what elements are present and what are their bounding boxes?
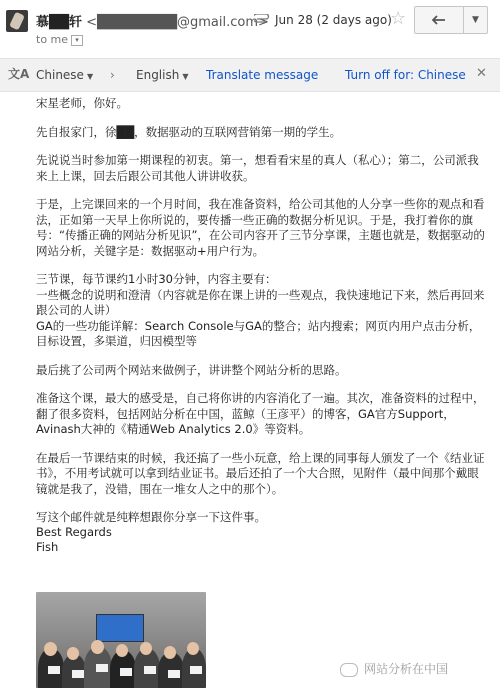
to-me-label: to me bbox=[36, 33, 69, 46]
sender-name: 慕██轩 bbox=[36, 15, 82, 30]
email-body bbox=[36, 96, 488, 539]
watermark bbox=[340, 660, 448, 677]
face bbox=[91, 640, 104, 654]
face bbox=[116, 644, 128, 657]
body-paragraph: 最后挑了公司两个网站来做例子，讲讲整个网站分析的思路。 bbox=[36, 362, 347, 377]
face bbox=[44, 642, 57, 656]
projector-screen bbox=[96, 614, 144, 642]
body-paragraph: 先自报家门，徐██，数据驱动的互联网营销第一期的学生。 bbox=[36, 124, 342, 139]
source-language-select[interactable] bbox=[36, 68, 93, 82]
translate-icon: 文A bbox=[8, 67, 30, 81]
sender-email: <████████@gmail.com> bbox=[86, 15, 269, 30]
attached-group-photo[interactable] bbox=[36, 592, 206, 688]
arrow-right-icon: › bbox=[110, 68, 115, 82]
signature-name: Fish bbox=[36, 540, 59, 554]
translate-bar bbox=[0, 58, 500, 92]
face bbox=[140, 642, 152, 655]
source-language-label: Chinese bbox=[36, 68, 84, 82]
face bbox=[187, 642, 199, 655]
recipient-line[interactable] bbox=[36, 33, 83, 46]
target-language-select[interactable] bbox=[136, 68, 189, 82]
reply-icon bbox=[432, 11, 446, 29]
email-header bbox=[0, 0, 500, 52]
more-actions-button[interactable] bbox=[464, 7, 487, 33]
body-paragraph: 于是，上完课回来的一个月时间，我在准备资料，给公司其他的人分享一些你的观点和看法，正如第一天早上你所说的，要传播一些正确的数据分析见识。于是，我打着你的旗号：“传播正确的网站分析见识”，在公司内容开了三节分享课，主题也就是，数据驱动的网站分析，关键字是：数据驱动+用户行为。 bbox=[36, 197, 485, 258]
sender-info[interactable] bbox=[36, 11, 269, 30]
recipient-details-dropdown-icon[interactable]: ▾ bbox=[71, 35, 83, 46]
reply-button[interactable] bbox=[415, 7, 464, 33]
watermark-text: 网站分析在中国 bbox=[364, 662, 449, 676]
face bbox=[164, 646, 176, 659]
face bbox=[67, 647, 79, 660]
caret-down-icon: ▼ bbox=[86, 72, 94, 81]
translate-message-link[interactable]: Translate message bbox=[206, 68, 319, 82]
reply-button-group bbox=[414, 6, 488, 34]
signature-closing: Best Regards bbox=[36, 525, 112, 539]
body-paragraph: 准备这个课，最大的感受是，自己将你讲的内容消化了一遍。其次，准备资料的过程中，翻了很多资料，包括网站分析在中国，蓝鲸（王彦平）的博客，GA官方Support，Avinash大神的《精通Web Analytics 2.0》等资料。 bbox=[36, 391, 485, 436]
certificate bbox=[190, 666, 202, 674]
greeting: 宋星老师，你好。 bbox=[36, 96, 128, 110]
certificate bbox=[168, 670, 180, 678]
caret-down-icon: ▼ bbox=[182, 72, 189, 81]
star-icon[interactable]: ☆ bbox=[390, 8, 407, 29]
paperclip-icon bbox=[254, 12, 270, 28]
certificate bbox=[144, 666, 156, 674]
body-paragraph: 先说说当时参加第一期课程的初衷。第一，想看看宋星的真人（私心）；第二，公司派我来上上课，回去后跟公司其他人讲讲收获。 bbox=[36, 153, 479, 183]
certificate bbox=[96, 664, 108, 672]
certificate bbox=[48, 666, 60, 674]
chevron-down-icon: ▼ bbox=[472, 15, 479, 25]
sender-avatar[interactable] bbox=[6, 10, 28, 32]
certificate bbox=[72, 670, 84, 678]
email-date: Jun 28 (2 days ago) bbox=[275, 13, 392, 27]
wechat-icon bbox=[340, 663, 358, 677]
certificate bbox=[120, 668, 132, 676]
turn-off-translation-link[interactable]: Turn off for: Chinese bbox=[345, 68, 466, 82]
body-paragraph: 在最后一节课结束的时候，我还搞了一些小玩意，给上课的同事每人颁发了一个《结业证书》，不用考试就可以拿到结业证书。最后还拍了一个大合照，见附件（最中间那个戴眼镜就是我了，没错，围在一堆女人之中的那个）。 bbox=[36, 450, 485, 496]
target-language-label: English bbox=[136, 68, 180, 82]
signature bbox=[36, 525, 112, 555]
body-paragraph: 三节课，每节课约1小时30分钟，内容主要有： 一些概念的说明和澄清（内容就是你在课上讲的一些观点，我快速地记下来，然后再回来跟公司的人讲） GA的一些功能详解：Search Console与GA的整合；站内搜索；网页内用户点击分析，目标设置，多渠道，归因模型等 bbox=[36, 272, 485, 348]
body-paragraph: 写这个邮件就是纯粹想跟你分享一下这件事。 bbox=[36, 510, 266, 524]
close-icon[interactable]: ✕ bbox=[476, 66, 487, 81]
